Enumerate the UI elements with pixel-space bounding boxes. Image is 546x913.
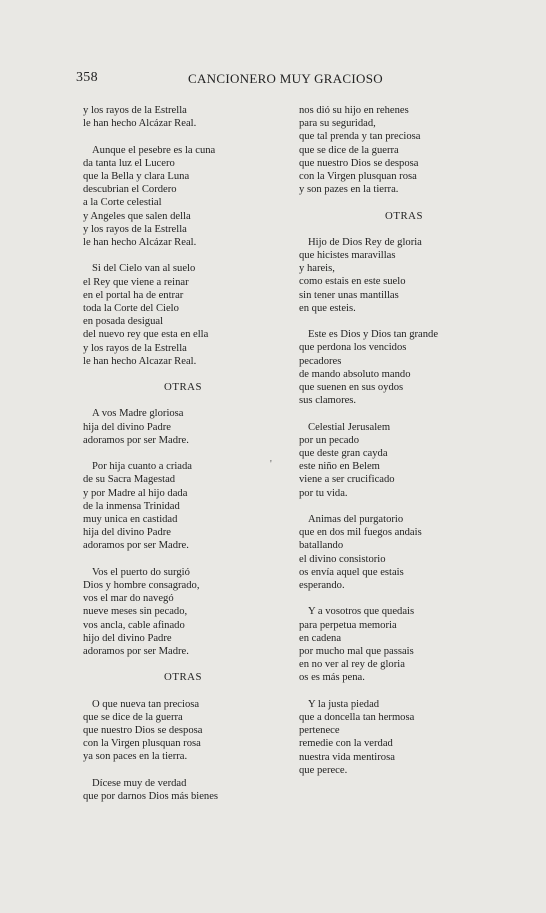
verse-line: en que esteis.: [299, 302, 356, 314]
verse-line: y los rayos de la Estrella: [83, 223, 187, 235]
verse-line: que nuestro Dios se desposa: [299, 157, 419, 169]
verse-line: Vos el puerto do surgió: [92, 566, 190, 578]
verse-line: os es más pena.: [299, 672, 365, 684]
stanza: [299, 698, 509, 777]
verse-line: y los rayos de la Estrella: [83, 105, 187, 116]
section-heading: OTRAS: [164, 671, 202, 684]
verse-line: vos ancla, cable afinado: [83, 619, 185, 631]
verse-line: le han hecho Alcázar Real.: [83, 237, 197, 249]
verse-line: en cadena: [299, 632, 342, 644]
verse-line: con la Virgen plusquan rosa: [83, 738, 201, 750]
verse-line: de la inmensa Trinidad: [83, 500, 180, 512]
verse-line: que la Bella y clara Luna: [83, 171, 190, 182]
verse-line: remedie con la verdad: [299, 738, 393, 750]
verse-line: os envía aquel que estais: [299, 566, 404, 578]
verse-line: y son pazes en la tierra.: [299, 184, 399, 196]
verse-line: hija del divino Padre: [83, 421, 171, 433]
verse-line: Dios y hombre consagrado,: [83, 580, 200, 592]
verse-line: por mucho mal que passais: [299, 646, 414, 658]
stanza: [83, 104, 283, 130]
verse-line: en posada desigual: [83, 316, 164, 328]
verse-line: que hicistes maravillas: [299, 250, 396, 262]
verse-line: pecadores: [299, 355, 342, 367]
verse-line: que se dice de la guerra: [299, 144, 399, 156]
verse-line: que se dice de la guerra: [83, 711, 183, 723]
verse-line: que deste gran cayda: [299, 448, 388, 460]
verse-line: que suenen en sus oydos: [299, 382, 404, 394]
verse-line: que tal prenda y tan preciosa: [299, 131, 421, 143]
verse-line: en no ver al rey de gloria: [299, 659, 405, 671]
verse-line: Este es Dios y Dios tan grande: [308, 329, 439, 341]
verse-line: nuestra vida mentirosa: [299, 751, 395, 763]
verse-line: O que nueva tan preciosa: [92, 698, 200, 710]
stanza: [299, 513, 509, 592]
stanza: [83, 407, 283, 447]
verse-line: del nuevo rey que esta en ella: [83, 329, 209, 341]
verse-line: Por hija cuanto a criada: [92, 461, 193, 473]
verse-line: Y la justa piedad: [308, 698, 380, 710]
verse-line: por un pecado: [299, 434, 360, 446]
page-header: [76, 70, 516, 90]
stanza: [299, 104, 509, 196]
verse-line: sin tener unas mantillas: [299, 289, 399, 301]
stanza: [83, 460, 283, 552]
verse-line: con la Virgen plusquan rosa: [299, 171, 417, 183]
verse-line: que nuestro Dios se desposa: [83, 725, 203, 737]
running-title: CANCIONERO MUY GRACIOSO: [188, 71, 383, 86]
verse-line: da tanta luz el Lucero: [83, 157, 175, 169]
verse-line: a la Corte celestial: [83, 197, 162, 209]
verse-line: Si del Cielo van al suelo: [92, 263, 196, 275]
verse-line: vos el mar do navegó: [83, 593, 174, 605]
verse-line: adoramos por ser Madre.: [83, 540, 189, 552]
verse-line: le han hecho Alcázar Real.: [83, 118, 197, 130]
stanza: [83, 566, 283, 658]
verse-line: Dícese muy de verdad: [92, 777, 187, 789]
verse-line: Hijo de Dios Rey de gloria: [308, 236, 422, 248]
verse-line: el Rey que viene a reinar: [83, 276, 189, 288]
stanza: [299, 236, 509, 315]
stanza: [83, 698, 283, 764]
verse-line: adoramos por ser Madre.: [83, 646, 189, 658]
verse-line: sus clamores.: [299, 395, 357, 407]
verse-line: que por darnos Dios más bienes: [83, 791, 219, 803]
page-number: 358: [76, 70, 98, 85]
verse-line: por tu vida.: [299, 487, 348, 499]
verse-line: Aunque el pesebre es la cuna: [92, 144, 216, 156]
verse-line: como estais en este suelo: [299, 276, 406, 288]
verse-line: Animas del purgatorio: [308, 514, 404, 526]
verse-line: que perdona los vencidos: [299, 342, 407, 354]
stanza: [83, 777, 283, 803]
verse-line: Y a vosotros que quedais: [308, 606, 415, 618]
verse-line: de mando absoluto mando: [299, 368, 411, 380]
verse-line: y hareis,: [299, 263, 335, 275]
verse-line: y los rayos de la Estrella: [83, 342, 187, 354]
verse-line: de su Sacra Magestad: [83, 474, 176, 486]
verse-line: este niño en Belem: [299, 461, 380, 473]
verse-line: nos dió su hijo en rehenes: [299, 105, 409, 116]
verse-line: Celestial Jerusalem: [308, 421, 391, 433]
verse-line: para su seguridad,: [299, 118, 376, 130]
stanza: [83, 262, 283, 368]
verse-line: que en dos mil fuegos andais: [299, 527, 422, 539]
verse-line: le han hecho Alcazar Real.: [83, 355, 197, 367]
stanza: [299, 421, 509, 500]
section-heading: OTRAS: [164, 381, 202, 394]
verse-line: adoramos por ser Madre.: [83, 434, 189, 446]
right-column: [299, 104, 509, 790]
verse-line: que perece.: [299, 764, 348, 776]
verse-line: ya son paces en la tierra.: [83, 751, 188, 763]
verse-line: en el portal ha de entrar: [83, 289, 184, 301]
stanza: [299, 605, 509, 684]
verse-line: y por Madre al hijo dada: [83, 487, 188, 499]
verse-line: batallando: [299, 540, 344, 552]
verse-line: hijo del divino Padre: [83, 632, 172, 644]
verse-line: que a doncella tan hermosa: [299, 712, 415, 724]
verse-line: esperando.: [299, 580, 345, 592]
verse-line: el divino consistorio: [299, 553, 386, 565]
verse-line: para perpetua memoria: [299, 619, 397, 631]
verse-line: hija del divino Padre: [83, 527, 171, 539]
verse-line: muy unica en castidad: [83, 514, 178, 526]
margin-mark: ': [270, 459, 272, 470]
section-heading: OTRAS: [385, 209, 423, 222]
stanza: [299, 328, 509, 407]
verse-line: pertenece: [299, 725, 340, 737]
left-column: [83, 104, 283, 816]
verse-line: viene a ser crucificado: [299, 474, 395, 486]
stanza: [83, 144, 283, 250]
verse-line: A vos Madre gloriosa: [92, 408, 184, 420]
verse-line: toda la Corte del Cielo: [83, 303, 179, 315]
verse-line: y Angeles que salen della: [83, 210, 191, 222]
verse-line: nueve meses sin pecado,: [83, 606, 188, 618]
verse-line: descubrian el Cordero: [83, 184, 177, 196]
